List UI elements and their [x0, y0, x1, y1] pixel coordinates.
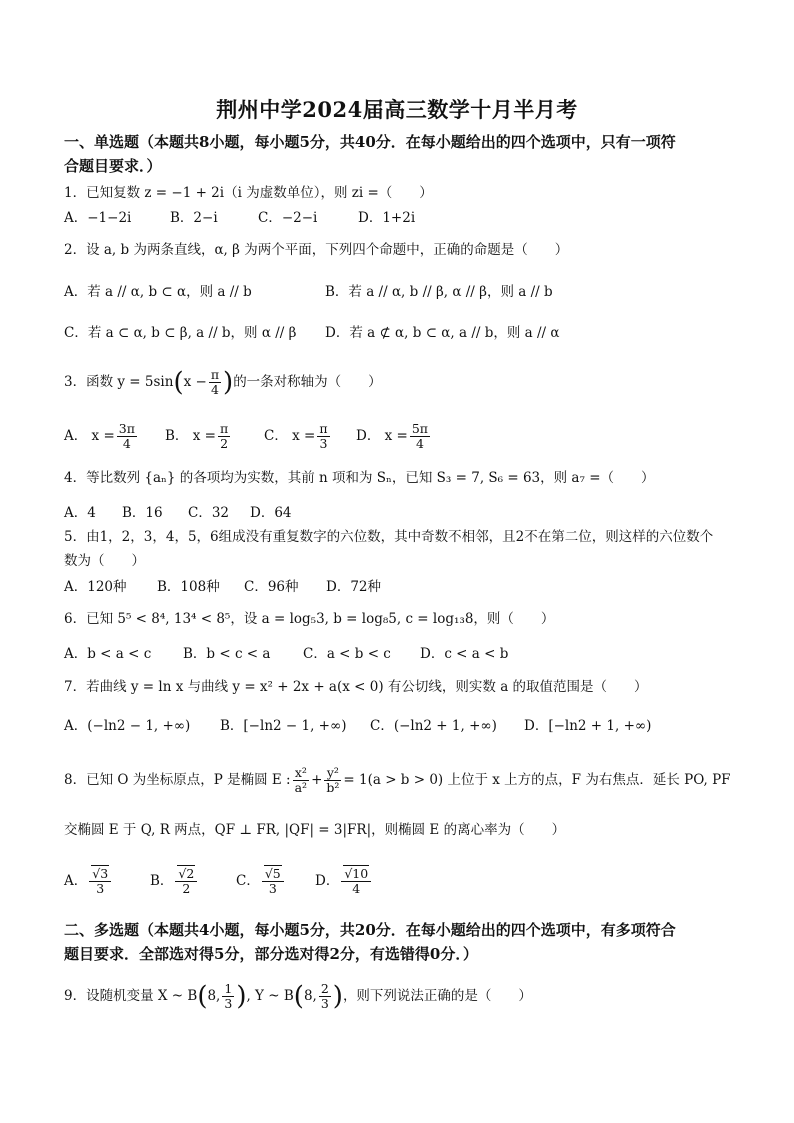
q5-option-d: D．72种: [326, 579, 382, 595]
q1-option-b: B．2−i: [170, 210, 218, 226]
q6-option-c: C．a < b < c: [303, 646, 391, 662]
q6-option-d: D．c < a < b: [420, 646, 509, 662]
q7-option-a: A．(−ln2 − 1, +∞): [64, 718, 191, 734]
q5-option-b: B．108种: [157, 579, 220, 595]
section1-heading-line2: 合题目要求．）: [64, 157, 162, 175]
q4-option-a: A．4: [64, 505, 96, 521]
q7-option-c: C．(−ln2 + 1, +∞): [370, 718, 497, 734]
q5-line1: 5．由1，2，3，4，5，6组成没有重复数字的六位数，其中奇数不相邻，且2不在第二位，则这样的六位数个: [64, 529, 714, 545]
section2-heading-line1: 二、多选题（本题共4小题，每小题5分，共20分．在每小题给出的四个选项中，有多项符合: [64, 921, 676, 939]
q5-option-c: C．96种: [244, 579, 299, 595]
q3-option-d: D． x = $\frac{5\pi}{4}$: [356, 421, 429, 451]
q4-option-c: C．32: [188, 505, 230, 521]
section1-heading-line1: 一、单选题（本题共8小题，每小题5分，共40分．在每小题给出的四个选项中，只有一项符: [64, 133, 676, 151]
exam-title: 荆州中学2024届高三数学十月半月考: [216, 97, 578, 122]
section2-heading-line2: 题目要求．全部选对得5分，部分选对得2分，有选错得0分．）: [64, 945, 478, 963]
q8-option-c: C． $\frac{√5}{3}$: [236, 862, 286, 900]
q2-option-d: D．若 a ⊄ α, b ⊂ α, a // b，则 a // α: [325, 325, 560, 341]
q1-option-d: D．1+2i: [358, 210, 416, 226]
q6-option-b: B．b < c < a: [183, 646, 271, 662]
q4-stem: 4．等比数列 {aₙ} 的各项均为实数，其前 n 项和为 Sₙ，已知 S₃ = 7, S₆ = 63，则 a₇ =（ ）: [64, 470, 655, 486]
q5-option-a: A．120种: [64, 579, 127, 595]
section1-heading: [64, 130, 736, 178]
q4-option-b: B．16: [122, 505, 163, 521]
q8-option-d: D． $\frac{√10}{4}$: [315, 862, 373, 900]
q1-option-a: A．−1−2i: [64, 210, 132, 226]
q8-option-a: A． $\frac{√3}{3}$: [64, 862, 113, 900]
q3-option-b: B． x = $\frac{\pi}{2}$: [165, 421, 229, 451]
q6-stem: 6．已知 5⁵ < 8⁴, 13⁴ < 8⁵，设 a = log₅3, b = log₈5, c = log₁₃8，则（ ）: [64, 611, 555, 627]
q9-stem: 9．设随机变量 X ~ B(8, $\frac{1}{3}$ ), Y ~ B(8, $\frac{2}{3}$ )，则下列说法正确的是（ ）: [64, 981, 532, 1012]
q2-option-a: A．若 a // α, b ⊂ α，则 a // b: [64, 284, 252, 300]
q7-option-b: B．[−ln2 − 1, +∞): [220, 718, 347, 734]
q8-y2-over-b2: $\frac{\text{y²}}{\text{b²}}$: [326, 765, 340, 795]
q3-pi-over-4: $\frac{\pi}{4}$: [210, 367, 220, 397]
q6-option-a: A．b < a < c: [64, 646, 152, 662]
q3-arg-x: x −: [183, 374, 207, 390]
q2-option-c: C．若 a ⊂ α, b ⊂ β, a // b，则 α // β: [64, 325, 297, 341]
q2-stem: 2．设 a, b 为两条直线，α, β 为两个平面，下列四个命题中，正确的命题是（ ）: [64, 242, 569, 258]
q8-x2-over-a2: $\frac{\text{x²}}{\text{a²}}$: [294, 765, 308, 795]
q3-stem: 3．函数 y = 5sin(x − $\frac{\pi}{4}$ )的一条对称轴为（ ）: [64, 367, 382, 398]
q3-prefix: 3．函数 y = 5sin: [64, 374, 174, 390]
q7-stem: 7．若曲线 y = ln x 与曲线 y = x² + 2x + a(x < 0) 有公切线，则实数 a 的取值范围是（ ）: [64, 679, 648, 695]
q8-line2: 交椭圆 E 于 Q, R 两点，QF ⊥ FR, |QF| = 3|FR|，则椭圆 E 的离心率为（ ）: [64, 822, 566, 838]
q8-option-b: B． $\frac{√2}{2}$: [150, 862, 199, 900]
q4-option-d: D．64: [250, 505, 292, 521]
q3-suffix: 的一条对称轴为（ ）: [233, 374, 382, 390]
q1-stem: 1．已知复数 z = −1 + 2i（i 为虚数单位），则 zi =（ ）: [64, 185, 433, 201]
q7-option-d: D．[−ln2 + 1, +∞): [524, 718, 652, 734]
q1-option-c: C．−2−i: [258, 210, 318, 226]
q3-option-c: C． x = $\frac{\pi}{3}$: [264, 421, 328, 451]
q5-line2: 数为（ ）: [64, 553, 145, 569]
q8-line1: 8．已知 O 为坐标原点，P 是椭圆 E : $\frac{\text{x²}}{\text{a²}}$ + $\frac{\text{y²}}{\text{b²}}$ = 1(a > b > 0) 上位于 x 上方的点，F 为右焦点．延长 PO, PF: [64, 765, 731, 795]
q3-option-a: A． x = $\frac{3\pi}{4}$: [64, 421, 135, 451]
q2-option-b: B．若 a // α, b // β, α // β，则 a // b: [325, 284, 553, 300]
section2-heading: [64, 918, 736, 966]
